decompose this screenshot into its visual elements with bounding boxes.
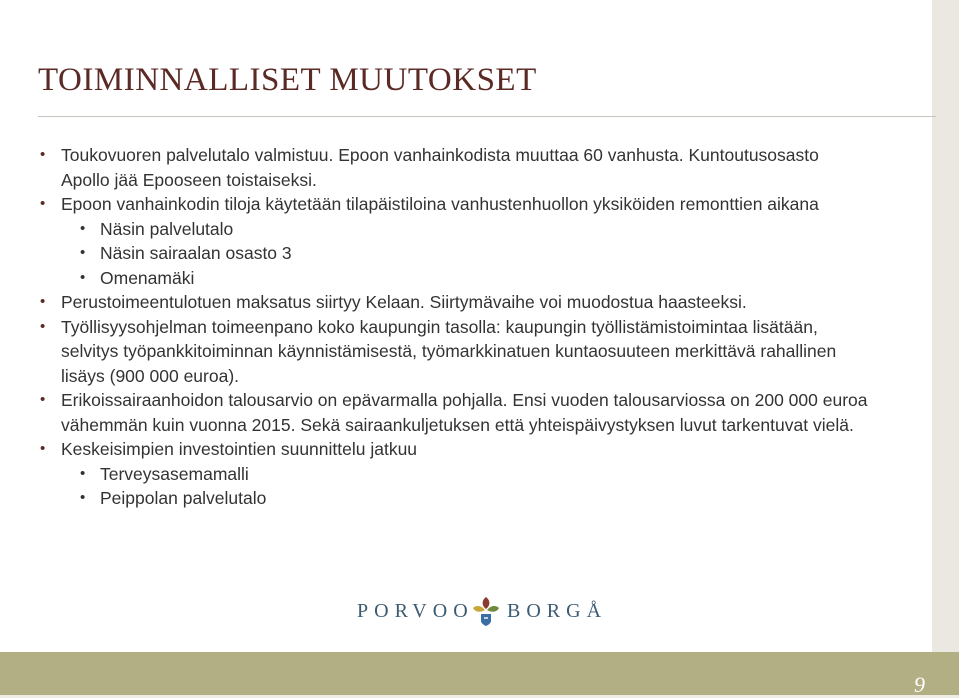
sub-bullet-item [38, 266, 868, 291]
sub-bullet-item [38, 462, 868, 487]
bullet-text: Omenamäki [100, 267, 195, 288]
bullet-text: Näsin palvelutalo [100, 218, 234, 239]
bullet-marker-icon: • [40, 440, 46, 457]
bullet-text: Näsin sairaalan osasto 3 [100, 243, 292, 263]
bullet-marker-icon: • [40, 317, 46, 335]
bullet-item [38, 192, 868, 217]
bullet-marker-icon: • [40, 391, 46, 408]
footer-band [0, 652, 959, 695]
bullet-marker-icon: • [80, 464, 86, 482]
bullet-marker-icon: • [80, 489, 86, 506]
logo-text-borga: BORGÅ [507, 600, 608, 622]
bullet-text: Toukovuoren palvelutalo valmistuu. Epoon vanhainkodista muuttaa 60 vanhusta. Kuntoutusosasto Apollo jää Epooseen toistaiseksi. [61, 145, 819, 190]
bullet-item [38, 315, 868, 389]
bullet-item [38, 143, 868, 192]
bullet-text: Epoon vanhainkodin tiloja käytetään tilapäistiloina vanhustenhuollon yksiköiden remonttien aikana [61, 194, 819, 214]
porvoo-borga-logo [357, 594, 608, 628]
city-crest-icon [469, 594, 503, 628]
bullet-marker-icon: • [40, 293, 46, 310]
bullet-list-container [38, 143, 868, 511]
right-margin-strip [932, 0, 959, 695]
bullet-item [38, 388, 868, 437]
sub-bullet-item [38, 217, 868, 242]
bullet-list [38, 143, 868, 511]
logo-text-porvoo: PORVOO [357, 600, 474, 622]
title-divider [38, 116, 936, 117]
bullet-marker-icon: • [80, 244, 86, 261]
bullet-text: Keskeisimpien investointien suunnittelu jatkuu [61, 439, 418, 459]
sub-bullet-item [38, 486, 868, 511]
bullet-marker-icon: • [80, 268, 86, 286]
bullet-marker-icon: • [40, 146, 46, 163]
page-number: 9 [914, 672, 925, 697]
bullet-marker-icon: • [40, 195, 46, 212]
slide-title: TOIMINNALLISET MUUTOKSET [38, 62, 537, 98]
bullet-text: Työllisyysohjelman toimeenpano koko kaupungin tasolla: kaupungin työllistämistoimintaa lisätään, selvitys työpankkitoiminnan käynnistämisestä, työmarkkinatuen kuntaosuuteen merkittävä rahallinen lisäys (900 000 euroa). [61, 316, 837, 386]
bullet-marker-icon: • [80, 219, 86, 237]
bullet-text: Peippolan palvelutalo [100, 488, 267, 508]
bullet-text: Terveysasemamalli [100, 463, 249, 484]
bullet-text: Perustoimeentulotuen maksatus siirtyy Kelaan. Siirtymävaihe voi muodostua haasteeksi. [61, 292, 747, 312]
sub-bullet-item [38, 241, 868, 266]
bullet-item [38, 437, 868, 462]
bullet-item [38, 290, 868, 315]
bullet-text: Erikoissairaanhoidon talousarvio on epävarmalla pohjalla. Ensi vuoden talousarviossa on 200 000 euroa vähemmän kuin vuonna 2015. Sekä sairaankuljetuksen että yhteispäivystyksen luvut tarkentuvat vielä. [61, 390, 868, 435]
